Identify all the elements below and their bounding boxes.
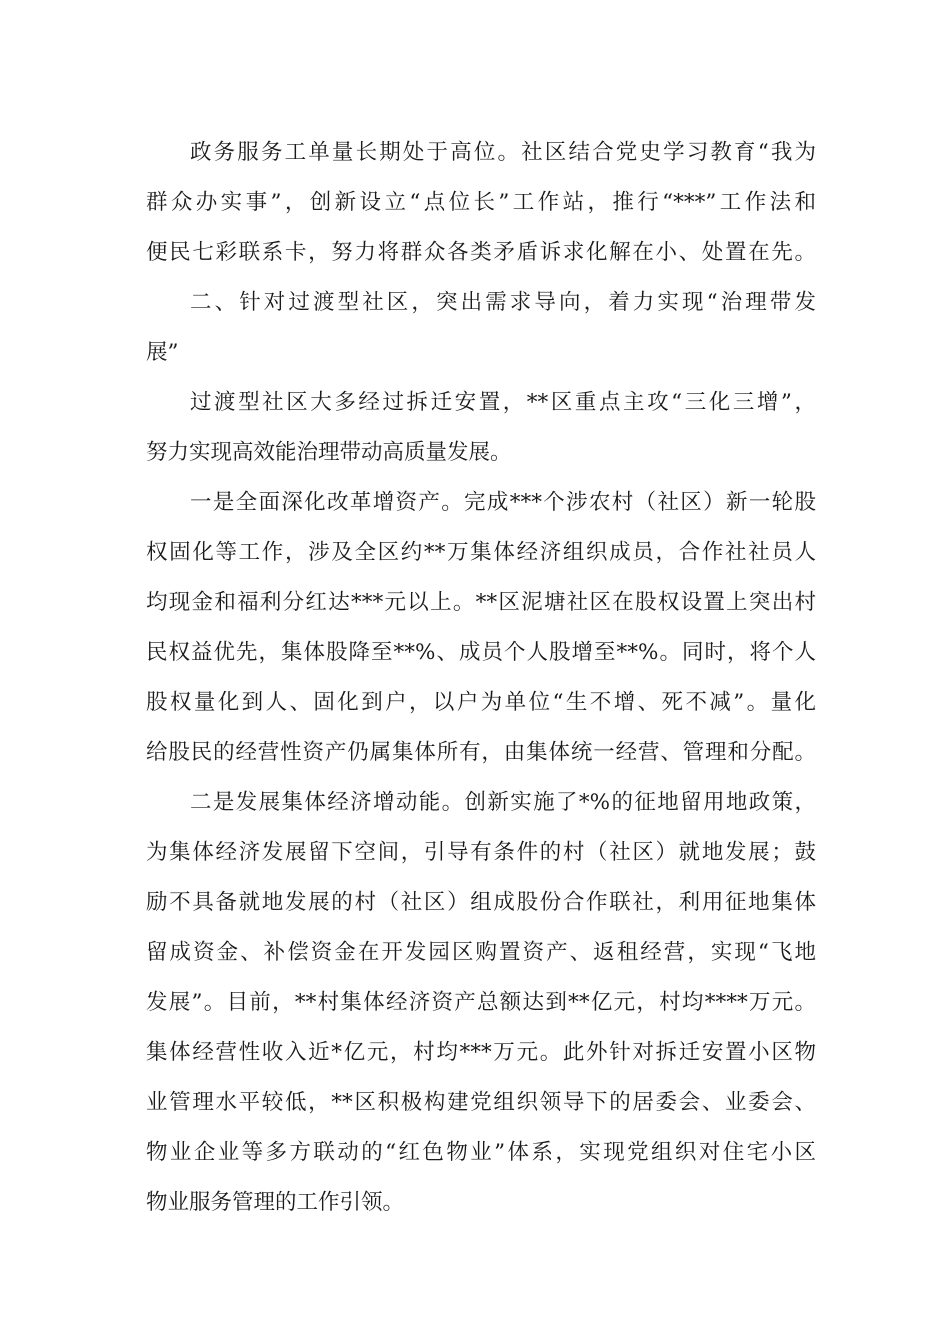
text-line: 均现金和福利分红达***元以上。**区泥塘社区在股权设置上突出村 xyxy=(146,590,816,615)
text-line: 民权益优先，集体股降至**%、成员个人股增至**%。同时，将个人 xyxy=(146,640,816,665)
text-line: 物业企业等多方联动的“红色物业”体系，实现党组织对住宅小区 xyxy=(146,1140,816,1165)
text-line: 群众办实事”，创新设立“点位长”工作站，推行“***”工作法和 xyxy=(146,190,816,215)
text-line: 发展”。目前，**村集体经济资产总额达到**亿元，村均****万元。 xyxy=(146,990,816,1015)
text-line: 一是全面深化改革增资产。完成***个涉农村（社区）新一轮股 xyxy=(190,490,816,515)
text-line: 励不具备就地发展的村（社区）组成股份合作联社，利用征地集体 xyxy=(146,890,816,915)
text-line: 物业服务管理的工作引领。 xyxy=(146,1190,405,1215)
text-line: 努力实现高效能治理带动高质量发展。 xyxy=(146,440,512,465)
text-line: 权固化等工作，涉及全区约**万集体经济组织成员，合作社社员人 xyxy=(146,540,816,565)
text-line: 股权量化到人、固化到户，以户为单位“生不增、死不减”。量化 xyxy=(146,690,816,715)
text-line: 二是发展集体经济增动能。创新实施了*%的征地留用地政策， xyxy=(190,790,816,815)
text-line: 过渡型社区大多经过拆迁安置，**区重点主攻“三化三增”， xyxy=(190,390,816,415)
text-line: 便民七彩联系卡，努力将群众各类矛盾诉求化解在小、处置在先。 xyxy=(146,240,816,265)
section-heading: 二、针对过渡型社区，突出需求导向，着力实现“治理带发 xyxy=(190,290,816,315)
text-line: 留成资金、补偿资金在开发园区购置资产、返租经营，实现“飞地 xyxy=(146,940,816,965)
section-heading-cont: 展” xyxy=(146,340,179,365)
text-line: 业管理水平较低，**区积极构建党组织领导下的居委会、业委会、 xyxy=(146,1090,816,1115)
text-line: 政务服务工单量长期处于高位。社区结合党史学习教育“我为 xyxy=(190,140,816,165)
text-line: 为集体经济发展留下空间，引导有条件的村（社区）就地发展；鼓 xyxy=(146,840,816,865)
text-line: 集体经营性收入近*亿元，村均***万元。此外针对拆迁安置小区物 xyxy=(146,1040,816,1065)
text-line: 给股民的经营性资产仍属集体所有，由集体统一经营、管理和分配。 xyxy=(146,740,816,765)
